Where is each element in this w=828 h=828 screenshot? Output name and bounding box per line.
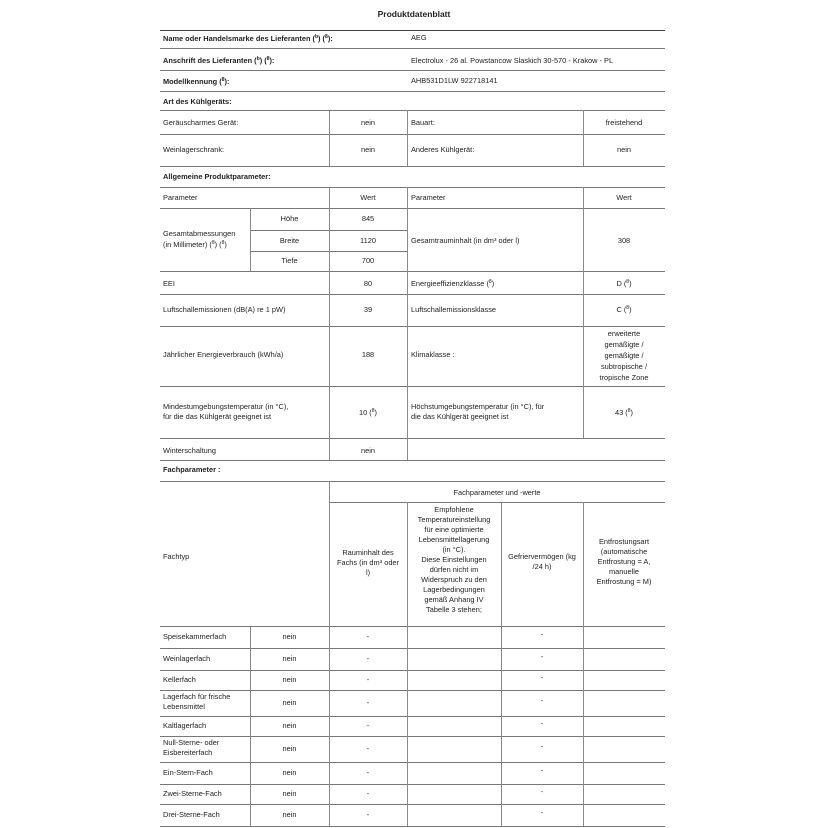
divider [160,481,665,482]
divider [160,208,665,209]
noise-class-value: C ($^8$) [616,305,632,314]
total-volume-value: 308 [617,236,631,245]
divider [160,70,665,71]
energy-class-value: D ($^8$) [616,279,632,288]
compartment-type: Null-Sterne- oder Eisbereiterfach [163,738,220,757]
col-volume-header: Rauminhalt des Fachs (in dm³ oder l) [336,548,400,577]
total-volume-label: Gesamtrauminhalt (in dm³ oder l) [411,236,520,245]
col-freeze-header: Gefriervermögen (kg /24 h) [508,552,576,571]
low-noise-label: Geräuscharmes Gerät: [163,118,239,127]
divider [160,30,665,31]
divider [329,502,665,503]
divider [160,460,665,461]
compartment-freeze: - [540,742,544,751]
divider [160,134,665,135]
compartment-present: nein [282,768,297,777]
sheet-title: Produktdatenblatt [377,9,451,19]
annual-energy-label: Jährlicher Energieverbrauch (kWh/a) [163,350,284,359]
general-heading: Allgemeine Produktparameter: [163,172,271,181]
appliance-type-heading: Art des Kühlgeräts: [163,97,232,106]
divider [329,187,330,460]
param-header: Parameter [411,193,446,202]
width-value: 1120 [360,236,376,245]
height-label: Höhe [280,214,299,223]
climate-class-label: Klimaklasse : [411,350,455,359]
dimensions-label: Gesamtabmessungen [163,229,236,238]
compartment-present: nein [282,698,297,707]
divider [407,110,408,166]
divider [160,386,665,387]
value-header: Wert [360,193,376,202]
compartment-freeze: - [540,766,544,775]
param-header: Parameter [163,193,198,202]
min-temp-value: 10 ($^8$) [359,408,377,417]
design-value: freistehend [605,118,643,127]
divider [160,187,665,188]
noise-value: 39 [363,305,373,314]
model-value: AHB531D1LW 922718141 [411,76,498,85]
compartment-present: nein [282,789,297,798]
compartment-type: Weinlagerfach [163,654,211,663]
compartment-type: Kaltlagerfach [163,721,207,730]
depth-label: Tiefe [281,256,298,265]
divider [160,670,665,671]
compartment-type-header: Fachtyp [163,552,190,561]
divider [160,110,665,111]
compartment-freeze: - [540,808,544,817]
divider [160,716,665,717]
winter-switch-value: nein [361,446,375,455]
divider [160,784,665,785]
other-appliance-value: nein [617,145,631,154]
compartment-group-header: Fachparameter und -werte [453,488,541,497]
compartment-freeze: - [540,719,544,728]
compartment-present: nein [282,675,297,684]
compartment-freeze: - [540,673,544,682]
compartment-freeze: - [540,696,544,705]
compartment-volume: - [366,698,370,707]
compartment-present: nein [282,632,297,641]
depth-value: 700 [361,256,375,265]
divider [160,271,665,272]
compartment-freeze: - [540,630,544,639]
col-temp-header: Empfohlene Temperatureinstellung für eine optimierte Lebensmittellagerung (in °C). Diese Einstellungen dürfen nicht im Widerspruch zu den Lagerbedingungen gemäß Anhang IV Tabelle 3 stehen; [417,505,491,614]
compartment-volume: - [366,789,370,798]
compartment-type: Drei-Sterne-Fach [163,810,220,819]
compartment-volume: - [366,721,370,730]
noise-label: Luftschallemissionen (dB(A) re 1 pW) [163,305,286,314]
compartment-volume: - [366,675,370,684]
compartment-present: nein [282,810,297,819]
col-defrost-header: Entfrostungsart (automatische Entfrostung = A, manuelle Entfrostung = M) [596,537,652,586]
divider [160,48,665,49]
wine-cabinet-label: Weinlagerschrank: [163,145,225,154]
divider [160,166,665,167]
compartment-volume: - [366,654,370,663]
compartment-present: nein [282,721,297,730]
compartment-type: Kellerfach [163,675,196,684]
compartment-present: nein [282,654,297,663]
height-value: 845 [361,214,375,223]
divider [160,762,665,763]
divider [160,736,665,737]
dimensions-label-unit: (in Millimeter) ($^8$) ($^8$) [163,240,227,249]
noise-class-label: Luftschallemissionsklasse [411,305,497,314]
compartment-type: Speisekammerfach [163,632,227,641]
divider [160,648,665,649]
divider [160,804,665,805]
min-temp-label: Mindestumgebungstemperatur (in °C), für die das Kühlgerät geeignet ist [163,402,289,421]
compartment-freeze: - [540,787,544,796]
other-appliance-label: Anderes Kühlgerät: [411,145,475,154]
divider [160,438,665,439]
compartment-volume: - [366,744,370,753]
divider [160,826,665,827]
width-label: Breite [279,236,300,245]
compartment-freeze: - [540,652,544,661]
divider [160,690,665,691]
divider [501,502,502,826]
model-label: Modellkennung ($^8$): [163,77,230,86]
eei-label: EEI [163,279,175,288]
divider [160,294,665,295]
compartment-type: Lagerfach für frische Lebensmittel [163,692,231,711]
value-header: Wert [616,193,632,202]
supplier-name-value: AEG [411,33,427,42]
compartment-volume: - [366,768,370,777]
compartment-volume: - [366,632,370,641]
compartment-present: nein [282,744,297,753]
design-label: Bauart: [411,118,435,127]
divider [160,626,665,627]
supplier-address-label: Anschrift des Lieferanten ($^b$) ($^8$): [163,56,275,65]
compartment-volume: - [366,810,370,819]
low-noise-value: nein [361,118,375,127]
climate-class-value: erweiterte gemäßigte / gemäßigte / subtropische / tropische Zone [599,329,649,382]
winter-switch-label: Winterschaltung [163,446,216,455]
compartment-type: Zwei-Sterne-Fach [163,789,222,798]
divider [160,91,665,92]
divider [407,187,408,460]
compartments-heading: Fachparameter : [163,465,221,474]
divider [160,326,665,327]
compartment-type: Ein-Stern-Fach [163,768,213,777]
eei-value: 80 [363,279,373,288]
max-temp-label: Höchstumgebungstemperatur (in °C), für die das Kühlgerät geeignet ist [411,402,545,421]
max-temp-value: 43 ($^8$) [615,408,633,417]
supplier-name-label: Name oder Handelsmarke des Lieferanten ($^b$) ($^8$): [163,34,333,43]
wine-cabinet-value: nein [361,145,375,154]
energy-class-label: Energieeffizienzklasse ($^8$) [411,279,495,288]
annual-energy-value: 188 [361,350,375,359]
supplier-address-value: Electrolux - 26 al. Powstancow Slaskich 30-570 - Krakow - PL [411,56,614,65]
